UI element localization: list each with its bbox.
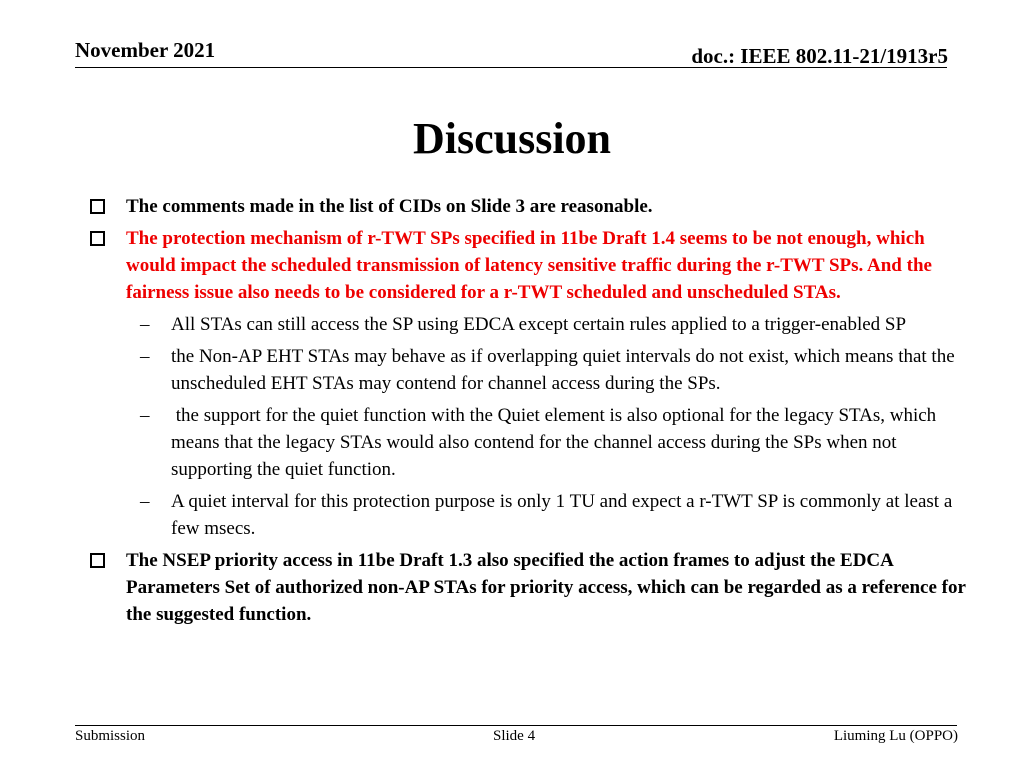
header-divider bbox=[75, 67, 947, 68]
sub-bullet-2 bbox=[88, 343, 973, 397]
sub-bullet-4-text: A quiet interval for this protection purpose is only 1 TU and expect a r-TWT SP is commonly at least a few msecs. bbox=[171, 491, 953, 539]
square-bullet-icon bbox=[90, 231, 105, 246]
slide-body bbox=[88, 193, 973, 633]
header-doc-id: doc.: IEEE 802.11-21/1913r5 bbox=[691, 44, 948, 68]
dash-bullet-icon: – bbox=[140, 314, 150, 335]
sub-bullet-1 bbox=[88, 311, 973, 338]
dash-bullet-icon: – bbox=[140, 405, 150, 426]
square-bullet-icon bbox=[90, 553, 105, 568]
bullet-2-text: The protection mechanism of r-TWT SPs specified in 11be Draft 1.4 seems to be not enough, which would impact the scheduled transmission of latency sensitive traffic during the r-TWT SPs. And the fairness issue also needs to be considered for a r-TWT scheduled and unscheduled STAs. bbox=[126, 228, 932, 303]
sub-bullet-4 bbox=[88, 488, 973, 542]
dash-bullet-icon: – bbox=[140, 491, 150, 512]
slide-title: Discussion bbox=[412, 114, 612, 163]
sub-bullet-1-text: All STAs can still access the SP using EDCA except certain rules applied to a trigger-enabled SP bbox=[171, 314, 907, 335]
bullet-1 bbox=[88, 193, 973, 220]
footer-divider bbox=[75, 725, 957, 726]
sub-bullet-3 bbox=[88, 402, 973, 483]
bullet-2 bbox=[88, 225, 973, 306]
square-bullet-icon bbox=[90, 199, 105, 214]
header-date: November 2021 bbox=[75, 38, 216, 62]
bullet-3-text: The NSEP priority access in 11be Draft 1.3 also specified the action frames to adjust the EDCA Parameters Set of authorized non-AP STAs for priority access, which can be regarded as a reference for the suggested function. bbox=[126, 550, 966, 625]
footer-slide-number: Slide 4 bbox=[493, 728, 536, 744]
footer-author: Liuming Lu (OPPO) bbox=[833, 728, 958, 744]
sub-bullet-3-text: the support for the quiet function with the Quiet element is also optional for the legacy STAs, which means that the legacy STAs would also contend for the channel access during the SPs when not supporting the quiet function. bbox=[171, 405, 941, 480]
footer-submission: Submission bbox=[75, 728, 146, 744]
dash-bullet-icon: – bbox=[140, 346, 150, 367]
bullet-1-text: The comments made in the list of CIDs on Slide 3 are reasonable. bbox=[126, 196, 653, 217]
bullet-3 bbox=[88, 547, 973, 628]
sub-bullet-2-text: the Non-AP EHT STAs may behave as if overlapping quiet intervals do not exist, which means that the unscheduled EHT STAs may contend for channel access during the SPs. bbox=[171, 346, 955, 394]
